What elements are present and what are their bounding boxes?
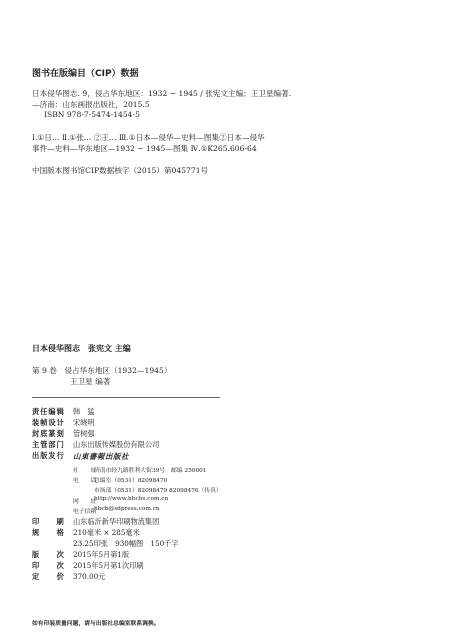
author: 王卫星 编著 bbox=[70, 377, 111, 386]
cip-isbn: ISBN 978-7-5474-1454-5 bbox=[44, 110, 140, 119]
address-value: 济南市经九路胜利大街39号 邮编 250001 bbox=[94, 468, 207, 474]
dept-value: 山东出版传媒股份有限公司 bbox=[73, 440, 160, 449]
seal-label: 封底篆刻 bbox=[32, 429, 65, 438]
cip-line-5: 事件—史料—华东地区—1932 ~ 1945—图集 Ⅳ.①K265.606-64 bbox=[32, 144, 257, 153]
dept-label: 主管部门 bbox=[32, 440, 65, 449]
edition-value: 2015年5月第1版 bbox=[73, 550, 130, 559]
print-value: 山东临沂新华印刷物流集团 bbox=[73, 517, 160, 526]
cip-line-2: —济南：山东画报出版社，2015.5 bbox=[32, 100, 150, 109]
divider bbox=[32, 397, 220, 398]
phone-value-2: 市场部（0531）82098479 82098476（传真） bbox=[94, 488, 222, 494]
editor-label: 责任编辑 bbox=[32, 407, 65, 416]
impression-value: 2015年5月第1次印刷 bbox=[73, 561, 144, 570]
phone-label: 电 话 bbox=[73, 478, 97, 484]
publisher-label: 出版发行 bbox=[32, 451, 65, 460]
quality-notice: 如有印装质量问题，请与出版社总编室联系调换。 bbox=[32, 621, 160, 627]
sheets-value: 23.25印张 930幅图 150千字 bbox=[73, 539, 179, 548]
cip-line-4: Ⅰ.①日… Ⅱ.①张… ②王… Ⅲ.①日本—侵华—史料—图集②日本—侵华 bbox=[32, 133, 265, 142]
volume-title: 第 9 卷 侵占华东地区（1932—1945） bbox=[32, 366, 172, 375]
web-label: 网 址 bbox=[73, 499, 97, 505]
spec-value: 210毫米 × 285毫米 bbox=[73, 528, 140, 537]
publisher-logo: 山東書報出版社 bbox=[73, 452, 129, 461]
spec-label: 规 格 bbox=[32, 528, 65, 537]
address-label: 社 址 bbox=[73, 468, 97, 474]
impression-label: 印 次 bbox=[32, 561, 65, 570]
price-label: 定 价 bbox=[32, 572, 65, 581]
email-label: 电子信箱 bbox=[73, 509, 97, 515]
editor-value: 韩 猛 bbox=[73, 407, 95, 416]
edition-label: 版 次 bbox=[32, 550, 65, 559]
price-value: 370.00元 bbox=[73, 572, 106, 581]
cip-title: 图书在版编目（CIP）数据 bbox=[32, 69, 139, 79]
print-label: 印 刷 bbox=[32, 517, 65, 526]
series-title: 日本侵华图志 张宪文 主编 bbox=[32, 344, 131, 353]
email-value: hbcb@sdpress.com.cn bbox=[94, 506, 160, 512]
design-label: 装帧设计 bbox=[32, 418, 65, 427]
design-value: 宋晓明 bbox=[73, 418, 95, 427]
phone-value-1: 总编室（0531）82098470 bbox=[94, 478, 168, 484]
cip-line-1: 日本侵华图志. 9，侵占华东地区：1932 ~ 1945 / 张宪文主编；王卫星编著. bbox=[32, 89, 292, 98]
cip-number: 中国版本图书馆CIP数据核字（2015）第045771号 bbox=[32, 166, 209, 175]
seal-value: 管树强 bbox=[73, 429, 95, 438]
web-value: http://www.hbcbs.com.cn bbox=[94, 496, 169, 502]
